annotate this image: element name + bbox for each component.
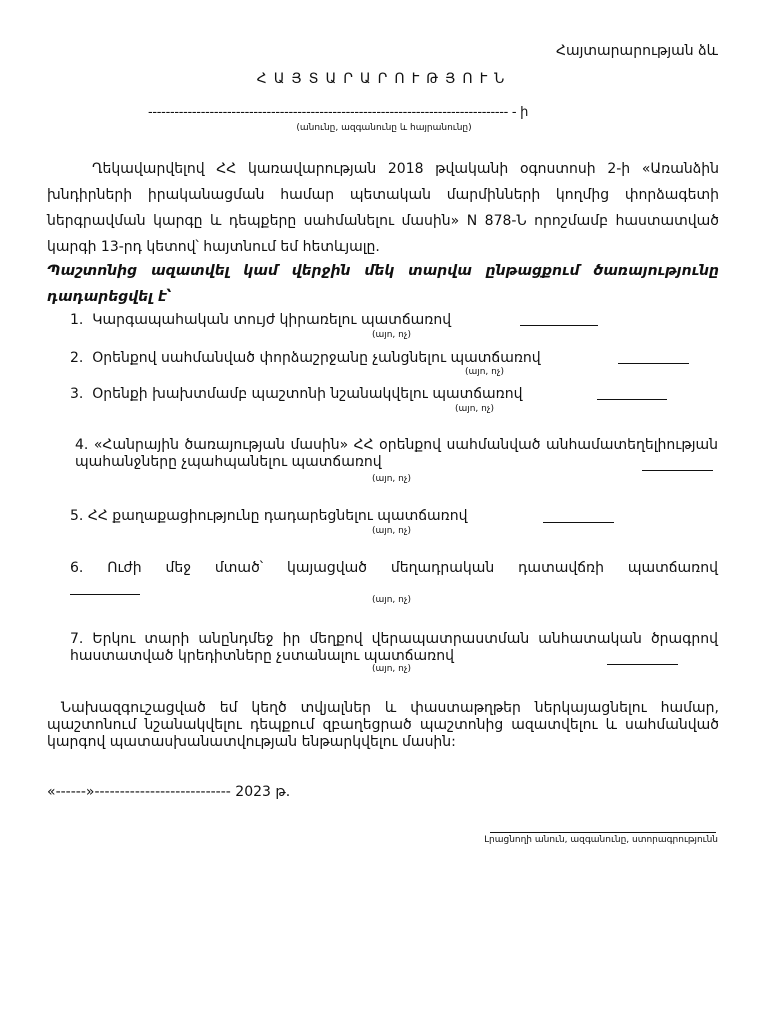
answer-hint: (այո, ոչ): [372, 595, 412, 605]
dismissal-note: Պաշտոնից ազատվել կամ վերջին մեկ տարվա ընթացքում ծառայությունը դադարեցվել է՝: [47, 263, 719, 305]
warning-paragraph: [47, 700, 719, 751]
answer-blank[interactable]: [642, 458, 713, 471]
answer-blank[interactable]: [618, 351, 689, 364]
item-number: 5.: [70, 508, 84, 524]
answer-hint: (այո, ոչ): [465, 367, 505, 377]
answer-blank[interactable]: [520, 313, 598, 326]
item-number: 6.: [70, 560, 84, 576]
list-item: [70, 386, 523, 402]
signature-caption: Լրացնողի անուն, ազգանունը, ստորագրությունն: [484, 835, 718, 845]
item-number: 3.: [70, 386, 84, 402]
item-text: Օրենքով սահմանված փորձաշրջանը չանցնելու պատճառով: [92, 350, 541, 366]
answer-hint: (այո, ոչ): [372, 664, 412, 674]
item-text: ՀՀ քաղաքացիությունը դադարեցնելու պատճառով: [87, 508, 468, 524]
form-label: Հայտարարության ձև: [555, 43, 718, 59]
answer-blank[interactable]: [607, 652, 678, 665]
item-text: Օրենքի խախտմամբ պաշտոնի նշանակվելու պատճառով: [92, 386, 523, 402]
answer-hint: (այո, ոչ): [455, 404, 495, 414]
answer-blank[interactable]: [597, 387, 667, 400]
intro-paragraph: [47, 156, 719, 260]
signature-line[interactable]: [490, 832, 716, 833]
answer-hint: (այո, ոչ): [372, 526, 412, 536]
list-item: [70, 312, 451, 328]
list-item: [70, 508, 467, 524]
list-item: [75, 437, 718, 471]
list-item: [70, 560, 718, 577]
document-title: ՀԱՅՏԱՐԱՐՈՒԹՅՈՒՆ: [256, 71, 512, 87]
item-number: 1.: [70, 312, 84, 328]
item-text: «Հանրային ծառայության մասին» ՀՀ օրենքով սահմանված անհամատեղելիության պահանջները չպահպանելու պատճառով: [75, 437, 719, 470]
name-hint: (անունը, ազգանունը և հայրանունը): [296, 123, 472, 133]
item-number: 4.: [75, 437, 89, 453]
item-number: 2.: [70, 350, 84, 366]
name-fill-line: ---------------------------------------------------------------------------------- - ի: [148, 105, 529, 120]
answer-blank[interactable]: [543, 510, 614, 523]
item-text: Երկու տարի անընդմեջ իր մեղքով վերապատրաստման անհատական ծրագրով հաստատված կրեդիտները չստանալու պատճառով: [70, 631, 718, 664]
answer-blank[interactable]: [70, 582, 140, 595]
warning-paragraph-text: Նախազգուշացված եմ կեղծ տվյալներ և փաստաթղթեր ներկայացնելու համար, պաշտոնում նշանակվելու դեպքում զբաղեցրած պաշտոնից ազատվելու և սահմանված կարգով պատասխանատվության ենթարկվելու մասին:: [47, 700, 719, 750]
answer-hint: (այո, ոչ): [372, 474, 412, 484]
list-item: [70, 350, 541, 366]
item-number: 7.: [70, 631, 84, 647]
intro-paragraph-text: Ղեկավարվելով ՀՀ կառավարության 2018 թվականի օգոստոսի 2-ի «Առանձին խնդիրների իրականացման համար պետական մարմինների կողմից փորձագետի ներգրավման կարգը և դեպքերը սահմանելու մասին» N 878-Ն որոշմամբ հաստատված կարգի 13-րդ կետով՝ հայտնում եմ հետևյալը.: [47, 161, 719, 255]
date-line: «------»--------------------------- 2023 թ.: [47, 784, 291, 800]
answer-hint: (այո, ոչ): [372, 330, 412, 340]
item-text: Կարգապահական տույժ կիրառելու պատճառով: [92, 312, 452, 328]
item-text: Ուժի մեջ մտած՝ կայացված մեղադրական դատավճռի պատճառով: [107, 560, 718, 576]
